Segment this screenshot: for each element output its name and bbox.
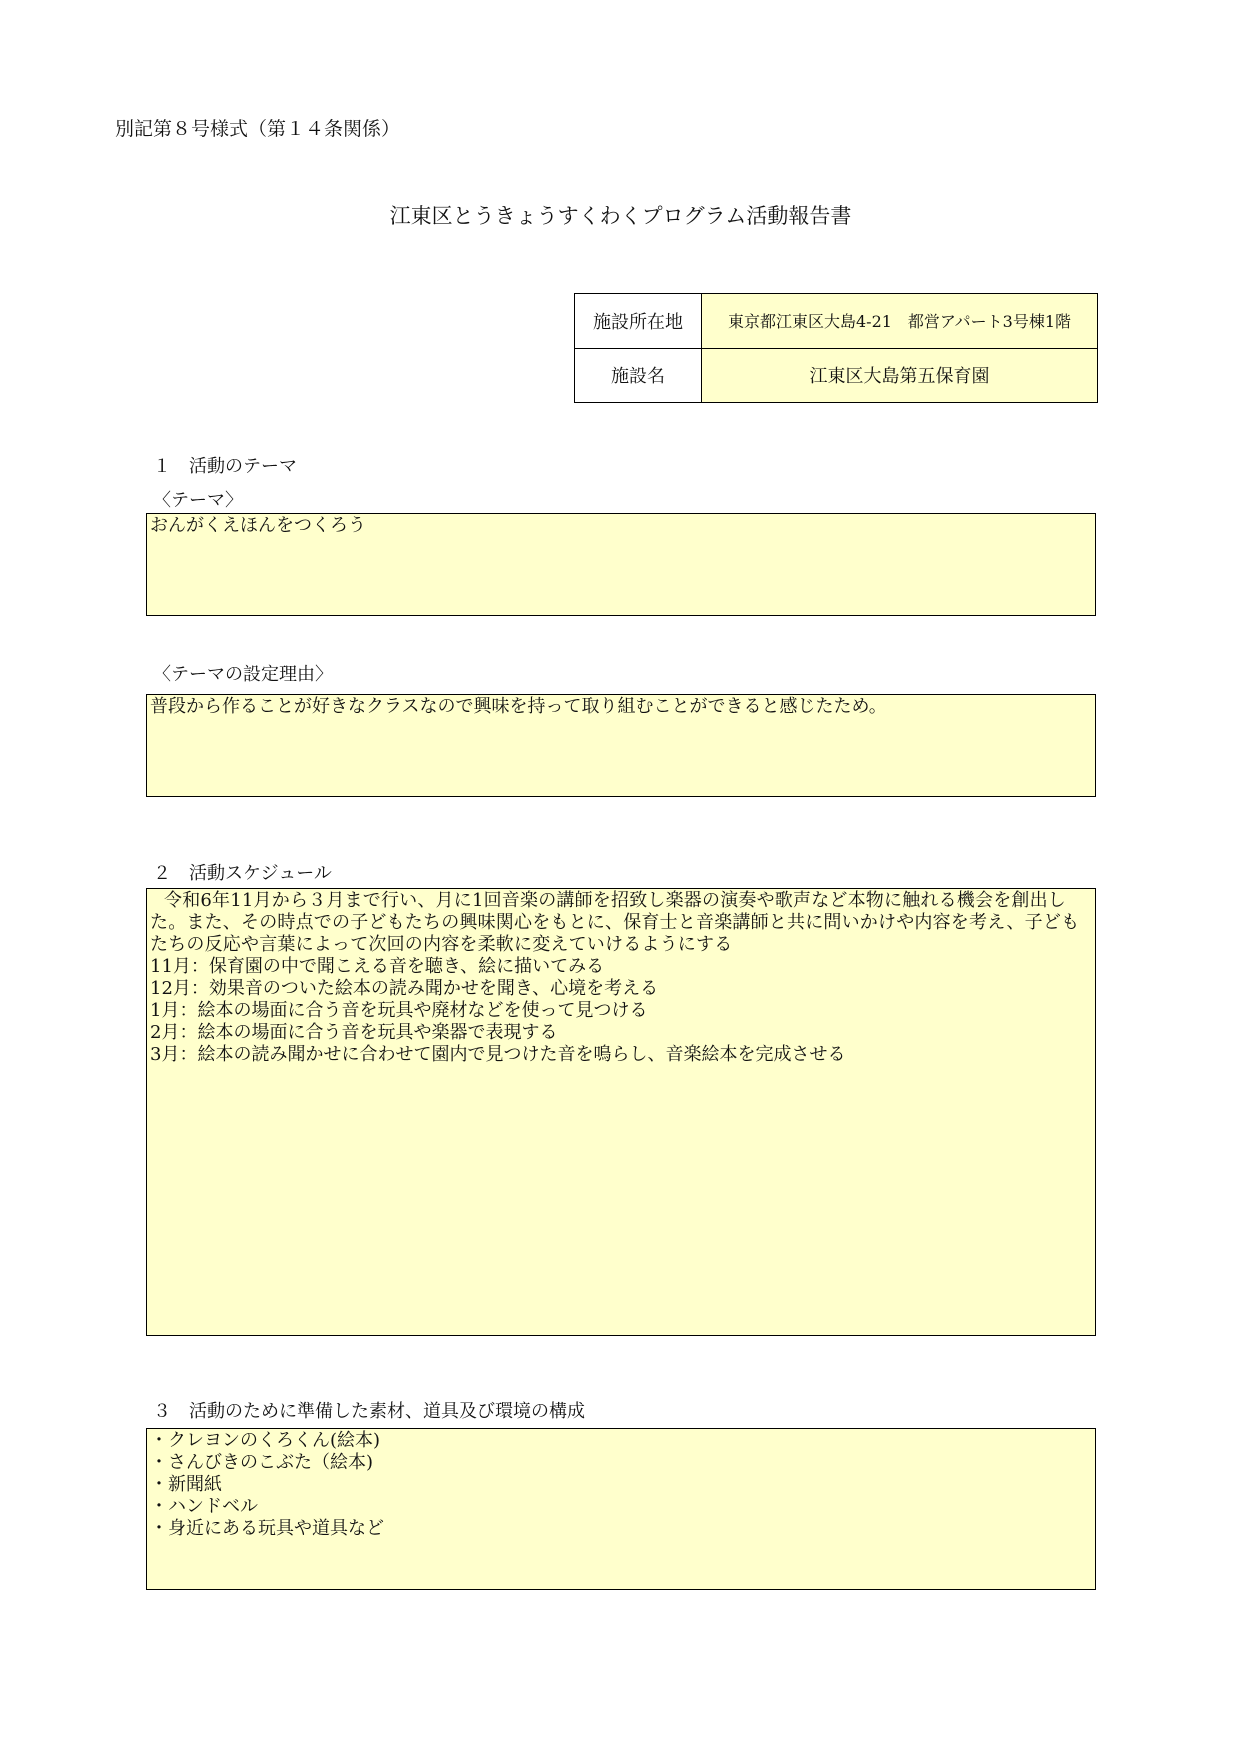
- materials-item: ・クレヨンのくろくん(絵本): [150, 1430, 381, 1451]
- materials-item: ・ハンドベル: [150, 1496, 258, 1517]
- facility-name-value: 江東区大島第五保育園: [702, 348, 1098, 403]
- schedule-item: 2月：絵本の場面に合う音を玩具や楽器で表現する: [150, 1022, 558, 1043]
- schedule-intro: 令和6年11月から３月まで行い、月に1回音楽の講師を招致し楽器の演奏や歌声など本物に触れる機会を創出した。また、その時点での子どもたちの興味関心をもとに、保育士と音楽講師と共に問いかけや内容を考え、子どもたちの反応や言葉によって次回の内容を柔軟に変えていけるようにする: [150, 890, 1080, 955]
- theme-box: [146, 513, 1096, 616]
- schedule-item: 11月：保育園の中で聞こえる音を聴き、絵に描いてみる: [150, 956, 605, 977]
- schedule-item: 3月：絵本の読み聞かせに合わせて園内で見つけた音を鳴らし、音楽絵本を完成させる: [150, 1044, 846, 1065]
- theme-label: 〈テーマ〉: [153, 490, 243, 511]
- section-3-heading: ３ 活動のために準備した素材、道具及び環境の構成: [153, 1401, 585, 1422]
- document-title: 江東区とうきょうすくわくプログラム活動報告書: [389, 204, 852, 228]
- theme-value: おんがくえほんをつくろう: [150, 515, 366, 536]
- section-2-heading: ２ 活動スケジュール: [153, 863, 332, 884]
- facility-address-value: 東京都江東区大島4-21 都営アパート3号棟1階: [702, 294, 1098, 349]
- schedule-item: 12月：効果音のついた絵本の読み聞かせを聞き、心境を考える: [150, 978, 659, 999]
- section-1-heading: １ 活動のテーマ: [153, 456, 297, 477]
- materials-item: ・新聞紙: [150, 1474, 222, 1495]
- materials-item: ・さんびきのこぶた（絵本): [150, 1452, 374, 1473]
- facility-info-table: [574, 293, 1098, 403]
- materials-item: ・身近にある玩具や道具など: [150, 1518, 384, 1539]
- facility-address-label: 施設所在地: [575, 294, 702, 349]
- reason-value: 普段から作ることが好きなクラスなので興味を持って取り組むことができると感じたため。: [150, 696, 887, 717]
- schedule-item: 1月：絵本の場面に合う音を玩具や廃材などを使って見つける: [150, 1000, 648, 1021]
- form-number: 別記第８号様式（第１４条関係）: [115, 118, 401, 140]
- facility-address-row: [575, 294, 1098, 349]
- materials-box: [146, 1428, 1096, 1590]
- reason-box: [146, 694, 1096, 797]
- reason-label: 〈テーマの設定理由〉: [153, 664, 333, 685]
- facility-name-row: [575, 348, 1098, 403]
- facility-name-label: 施設名: [575, 348, 702, 403]
- schedule-box: [146, 888, 1096, 1336]
